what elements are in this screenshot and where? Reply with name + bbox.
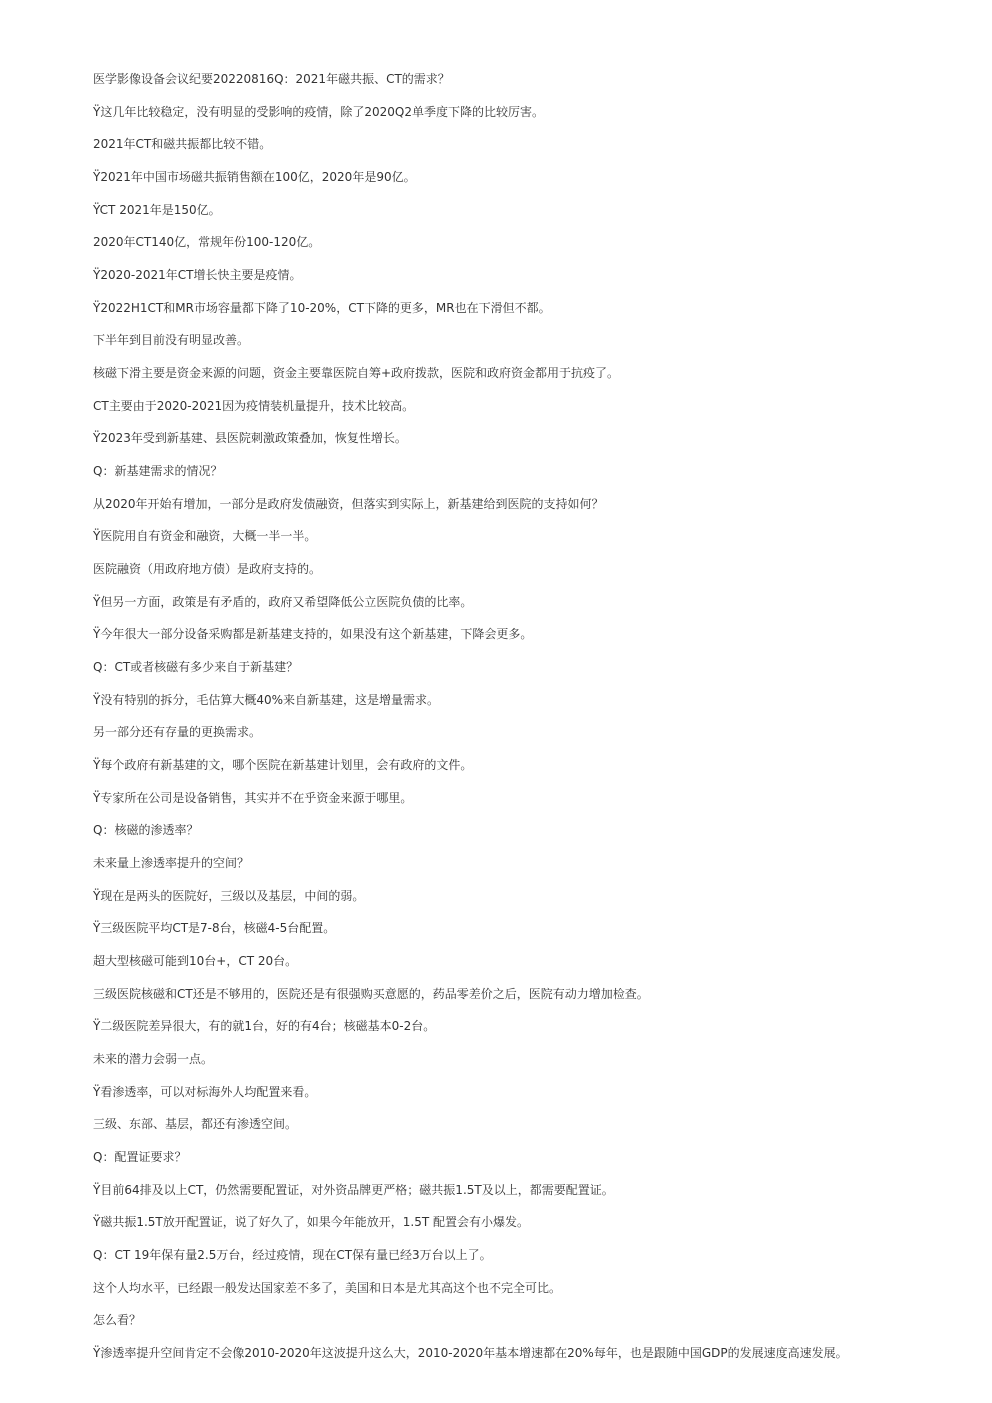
text-line: Ÿ2022H1CT和MR市场容量都下降了10-20%，CT下降的更多，MR也在下滑但不都。 [93,301,551,315]
text-line: 下半年到目前没有明显改善。 [93,333,250,347]
text-line: Ÿ2023年受到新基建、县医院刺激政策叠加，恢复性增长。 [93,431,407,445]
text-line: 这个人均水平，已经跟一般发达国家差不多了，美国和日本是尤其高这个也不完全可比。 [93,1281,562,1295]
text-line: Ÿ医院用自有资金和融资，大概一半一半。 [93,529,317,543]
text-line: 三级医院核磁和CT还是不够用的，医院还是有很强购买意愿的，药品零差价之后，医院有动力增加检查。 [93,987,649,1001]
text-line: 核磁下滑主要是资金来源的问题，资金主要靠医院自筹+政府拨款，医院和政府资金都用于抗疫了。 [93,366,620,380]
text-line: Ÿ磁共振1.5T放开配置证，说了好久了，如果今年能放开，1.5T 配置会有小爆发。 [93,1215,529,1229]
text-line: 医院融资（用政府地方债）是政府支持的。 [93,562,322,576]
text-line: Ÿ没有特别的拆分，毛估算大概40%来自新基建，这是增量需求。 [93,693,440,707]
text-line: Ÿ目前64排及以上CT，仍然需要配置证，对外资品牌更严格；磁共振1.5T及以上，都需要配置证。 [93,1183,614,1197]
text-line: Ÿ今年很大一部分设备采购都是新基建支持的，如果没有这个新基建，下降会更多。 [93,627,533,641]
text-line: Ÿ专家所在公司是设备销售，其实并不在乎资金来源于哪里。 [93,791,413,805]
text-line: Q：新基建需求的情况？ [93,464,223,478]
text-line: Ÿ看渗透率，可以对标海外人均配置来看。 [93,1085,317,1099]
text-line: Ÿ2021年中国市场磁共振销售额在100亿，2020年是90亿。 [93,170,416,184]
text-line: 2021年CT和磁共振都比较不错。 [93,137,272,151]
text-line: Q：CT或者核磁有多少来自于新基建？ [93,660,299,674]
text-line: ŸCT 2021年是150亿。 [93,203,221,217]
text-line: 医学影像设备会议纪要20220816Q：2021年磁共振、CT的需求？ [93,72,450,86]
text-line: 另一部分还有存量的更换需求。 [93,725,262,739]
text-line: Ÿ现在是两头的医院好，三级以及基层，中间的弱。 [93,889,365,903]
text-line: Ÿ三级医院平均CT是7-8台，核磁4-5台配置。 [93,921,336,935]
text-line: CT主要由于2020-2021因为疫情装机量提升，技术比较高。 [93,399,415,413]
text-line: Q：CT 19年保有量2.5万台，经过疫情，现在CT保有量已经3万台以上了。 [93,1248,492,1262]
text-line: Ÿ但另一方面，政策是有矛盾的，政府又希望降低公立医院负债的比率。 [93,595,473,609]
text-line: Ÿ二级医院差异很大，有的就1台，好的有4台；核磁基本0-2台。 [93,1019,436,1033]
text-line: 未来的潜力会弱一点。 [93,1052,214,1066]
text-line: 怎么看？ [93,1313,142,1327]
text-line: 未来量上渗透率提升的空间？ [93,856,250,870]
text-line: 三级、东部、基层，都还有渗透空间。 [93,1117,298,1131]
text-line: Q：核磁的渗透率？ [93,823,199,837]
text-line: 2020年CT140亿，常规年份100-120亿。 [93,235,321,249]
text-line: Ÿ这几年比较稳定，没有明显的受影响的疫情，除了2020Q2单季度下降的比较厉害。 [93,105,544,119]
text-line: 超大型核磁可能到10台+，CT 20台。 [93,954,298,968]
text-line: Ÿ每个政府有新基建的文，哪个医院在新基建计划里，会有政府的文件。 [93,758,473,772]
text-line: Ÿ2020-2021年CT增长快主要是疫情。 [93,268,302,282]
text-line: 从2020年开始有增加，一部分是政府发债融资，但落实到实际上，新基建给到医院的支持如何？ [93,497,604,511]
text-line: Q：配置证要求？ [93,1150,187,1164]
text-line: Ÿ渗透率提升空间肯定不会像2010-2020年这波提升这么大，2010-2020年基本增速都在20%每年，也是跟随中国GDP的发展速度高速发展。 [93,1346,848,1360]
